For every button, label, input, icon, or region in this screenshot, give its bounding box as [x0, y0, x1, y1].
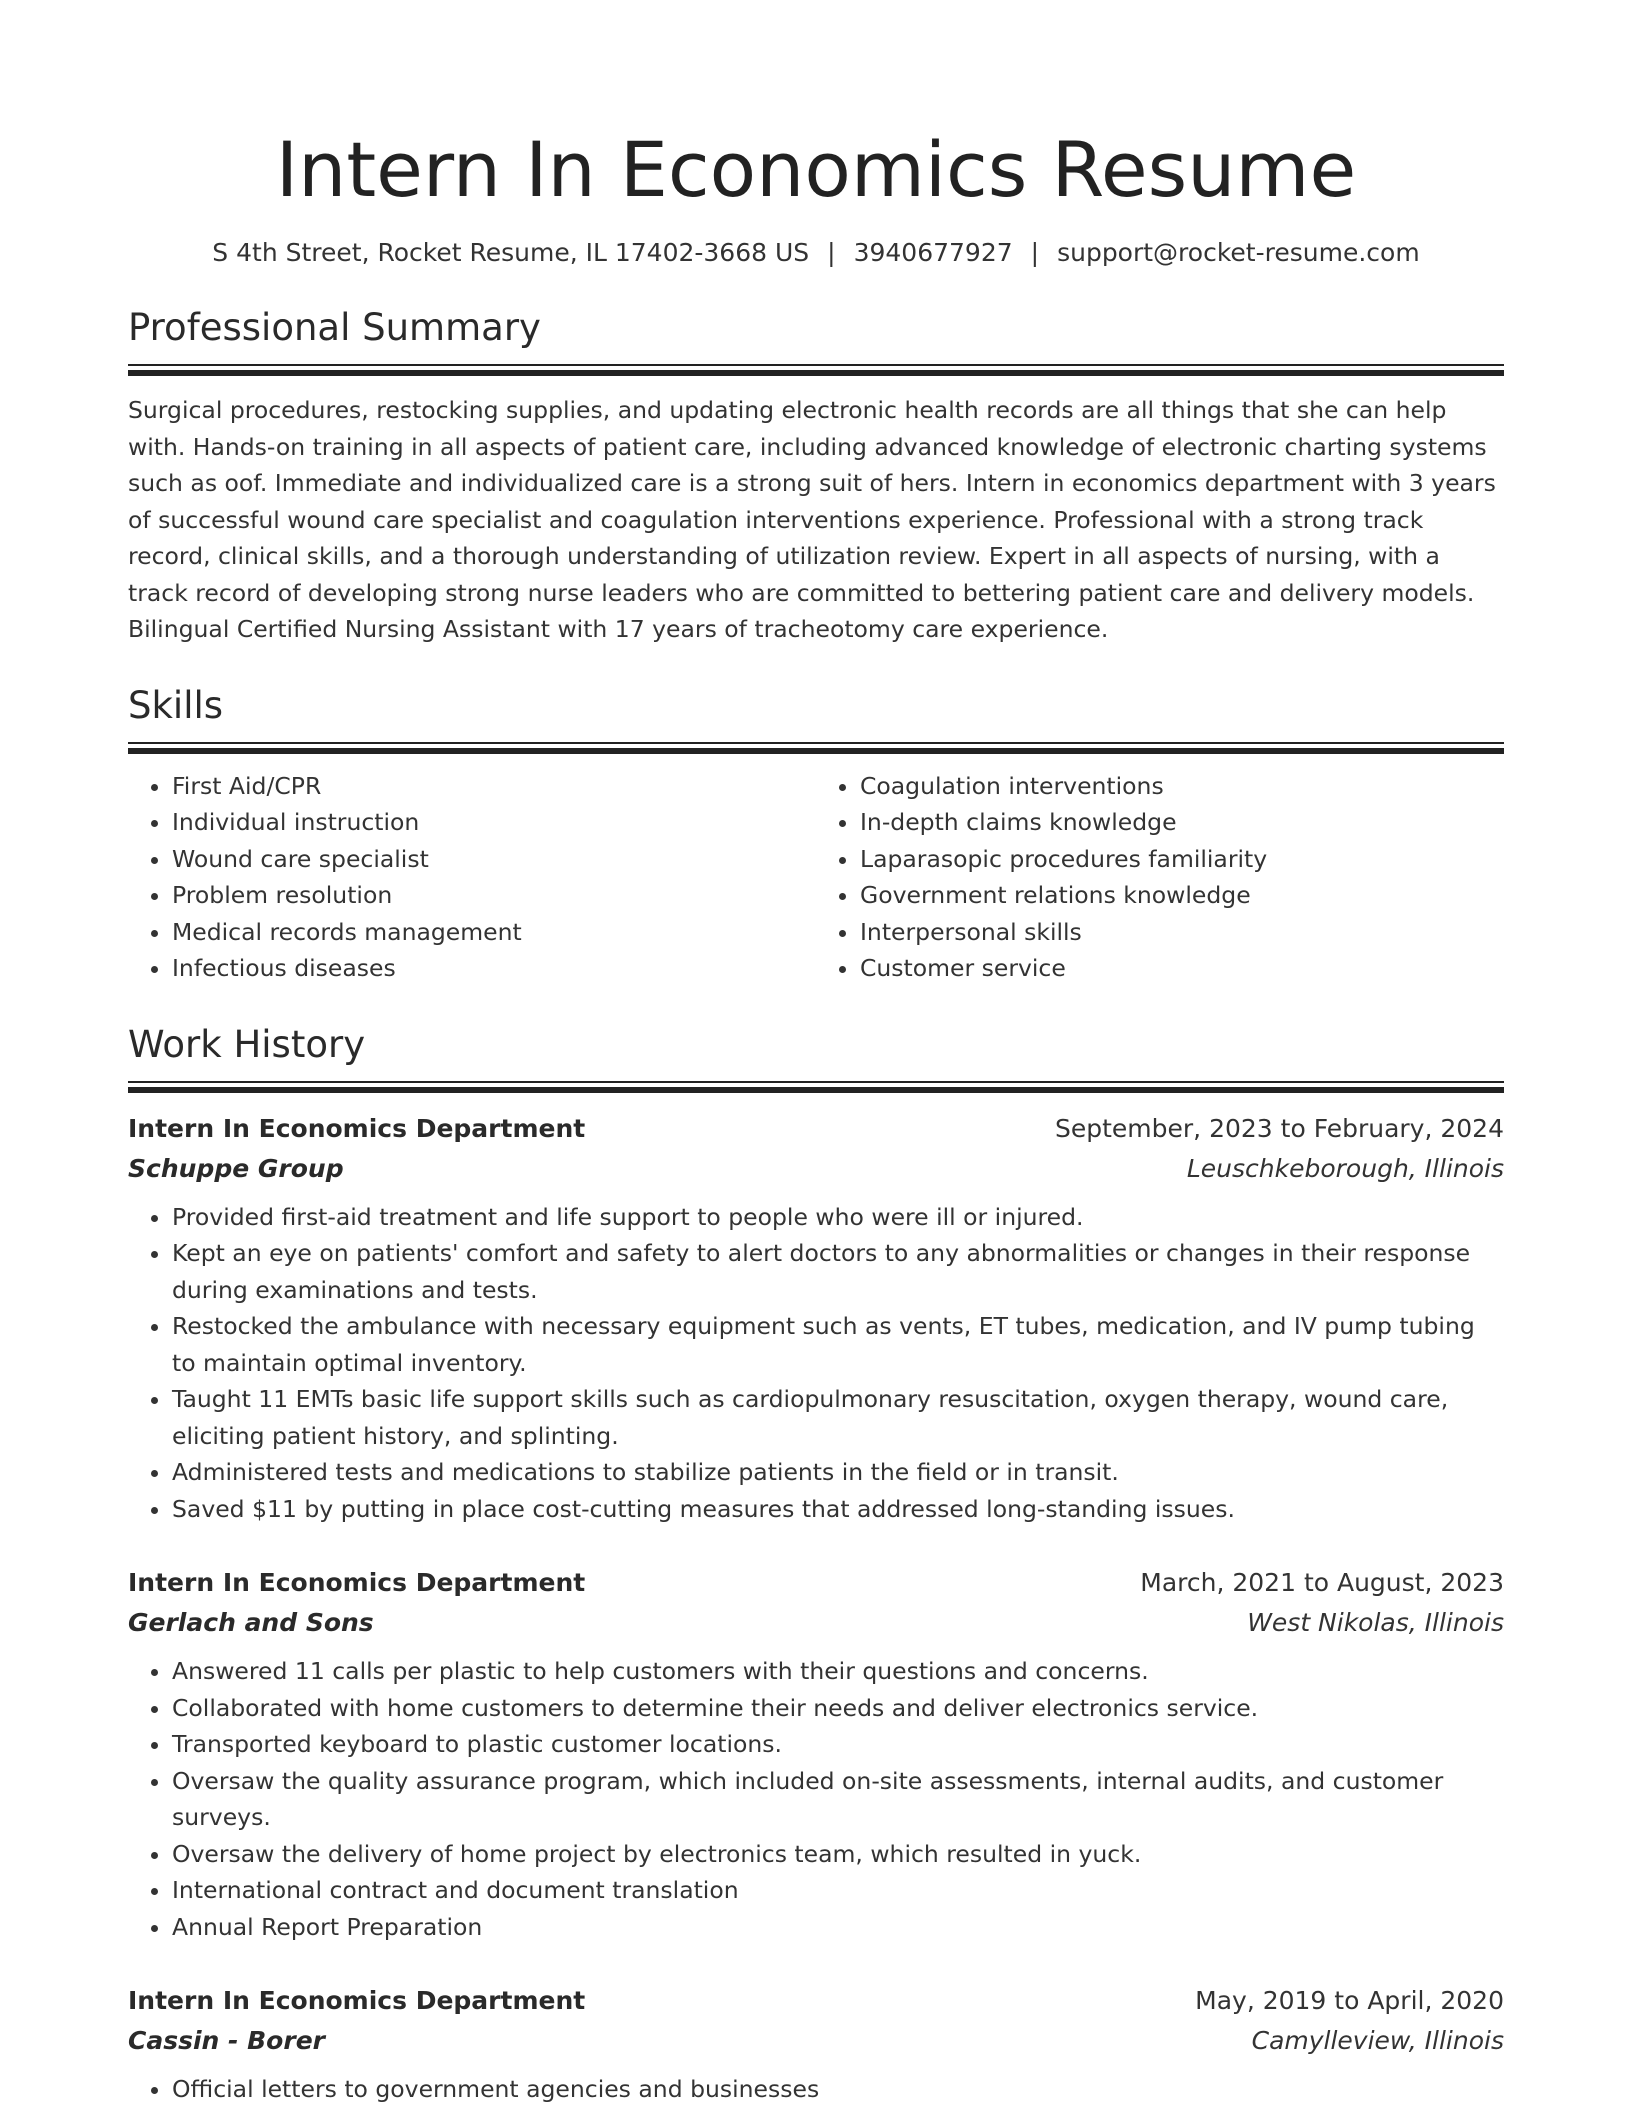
contact-line	[128, 236, 1504, 270]
job-bullet: • Annual Report Preparation	[172, 1909, 1504, 1946]
contact-phone: 3940677927	[853, 238, 1013, 267]
job-header	[128, 1109, 1504, 1149]
skills-column-left	[128, 768, 816, 987]
skill-item: • Individual instruction	[172, 804, 816, 841]
job-dates: March, 2021 to August, 2023	[1140, 1568, 1504, 1597]
job-bullet: • Kept an eye on patients' comfort and safety to alert doctors to any abnormalities or changes in their response during examinations and tests.	[172, 1235, 1504, 1308]
job-bullet: • Provided first-aid treatment and life support to people who were ill or injured.	[172, 1199, 1504, 1236]
job-title: Intern In Economics Department	[128, 1568, 586, 1597]
job-location: West Nikolas, Illinois	[1247, 1608, 1504, 1637]
job-title: Intern In Economics Department	[128, 1113, 586, 1143]
section-divider-thick	[128, 1087, 1504, 1093]
job-header	[128, 1563, 1504, 1603]
job-subheader	[128, 1149, 1504, 1189]
job-location: Leuschkeborough, Illinois	[1186, 1153, 1504, 1183]
section-divider	[128, 364, 1504, 366]
resume-title: Intern In Economics Resume	[275, 125, 1357, 214]
job-company: Cassin - Borer	[128, 2026, 325, 2055]
job-company: Schuppe Group	[128, 1153, 344, 1183]
job-bullets	[128, 1653, 1504, 1945]
skill-item: • First Aid/CPR	[172, 768, 816, 805]
job-entry	[128, 1981, 1504, 2108]
skill-item: • Interpersonal skills	[860, 914, 1504, 951]
contact-separator: |	[1030, 238, 1040, 267]
summary-heading: Professional Summary	[128, 306, 541, 349]
job-subheader	[128, 2021, 1504, 2061]
skill-item: • Laparasopic procedures familiarity	[860, 841, 1504, 878]
skill-item: • In-depth claims knowledge	[860, 804, 1504, 841]
job-bullets	[128, 2071, 1504, 2108]
job-bullet: • Oversaw the quality assurance program, which included on-site assessments, internal audits, and customer surveys.	[172, 1763, 1504, 1836]
job-bullet: • Oversaw the delivery of home project by electronics team, which resulted in yuck.	[172, 1836, 1504, 1873]
job-bullet: • Answered 11 calls per plastic to help customers with their questions and concerns.	[172, 1653, 1504, 1690]
section-divider-thick	[128, 748, 1504, 754]
job-bullet: • Transported keyboard to plastic customer locations.	[172, 1726, 1504, 1763]
skill-item: • Wound care specialist	[172, 841, 816, 878]
skill-item: • Government relations knowledge	[860, 877, 1504, 914]
skill-item: • Infectious diseases	[172, 950, 816, 987]
skills-column-right	[816, 768, 1504, 987]
skills-heading: Skills	[128, 683, 224, 727]
contact-address: S 4th Street, Rocket Resume, IL 17402-3668 US	[212, 238, 810, 267]
skill-item: • Coagulation interventions	[860, 768, 1504, 805]
job-title: Intern In Economics Department	[128, 1986, 586, 2015]
skills-list	[128, 768, 1504, 987]
job-subheader	[128, 1603, 1504, 1643]
job-bullet: • Restocked the ambulance with necessary equipment such as vents, ET tubes, medication, and IV pump tubing to maintain optimal inventory.	[172, 1308, 1504, 1381]
job-bullet: • International contract and document translation	[172, 1872, 1504, 1909]
skill-item: • Problem resolution	[172, 877, 816, 914]
job-bullets	[128, 1199, 1504, 1528]
contact-separator: |	[827, 238, 836, 267]
job-bullet: • Saved $11 by putting in place cost-cutting measures that addressed long-standing issues.	[172, 1491, 1504, 1528]
section-divider	[128, 742, 1504, 744]
job-entry	[128, 1109, 1504, 1528]
job-header	[128, 1981, 1504, 2021]
work-heading: Work History	[128, 1022, 366, 1066]
resume-page	[128, 0, 1504, 2108]
job-bullet: • Taught 11 EMTs basic life support skills such as cardiopulmonary resuscitation, oxygen therapy, wound care, eliciting patient history, and splinting.	[172, 1381, 1504, 1454]
job-company: Gerlach and Sons	[128, 1608, 374, 1637]
skill-item: • Medical records management	[172, 914, 816, 951]
job-dates: September, 2023 to February, 2024	[1055, 1113, 1504, 1143]
summary-text: Surgical procedures, restocking supplies, and updating electronic health records are all things that she can help with. Hands-on training in all aspects of patient care, including advanced knowledge of electronic charting systems such as oof. Immediate and individualized care is a strong suit of hers. Intern in economics department with 3 years of successful wound care specialist and coagulation interventions experience. Professional with a strong track record, clinical skills, and a thorough understanding of utilization review. Expert in all aspects of nursing, with a track record of developing strong nurse leaders who are committed to bettering patient care and delivery models. Bilingual Certified Nursing Assistant with 17 years of tracheotomy care experience.	[128, 396, 1496, 643]
job-location: Camylleview, Illinois	[1251, 2026, 1504, 2055]
section-divider	[128, 1081, 1504, 1083]
skill-item: • Customer service	[860, 950, 1504, 987]
job-bullet: • Administered tests and medications to stabilize patients in the field or in transit.	[172, 1454, 1504, 1491]
job-dates: May, 2019 to April, 2020	[1195, 1986, 1504, 2015]
job-bullet: • Collaborated with home customers to determine their needs and deliver electronics service.	[172, 1690, 1504, 1727]
job-bullet: • Official letters to government agencies and businesses	[172, 2071, 1504, 2108]
section-divider-thick	[128, 370, 1504, 376]
job-entry	[128, 1563, 1504, 1945]
contact-email: support@rocket-resume.com	[1057, 238, 1420, 267]
